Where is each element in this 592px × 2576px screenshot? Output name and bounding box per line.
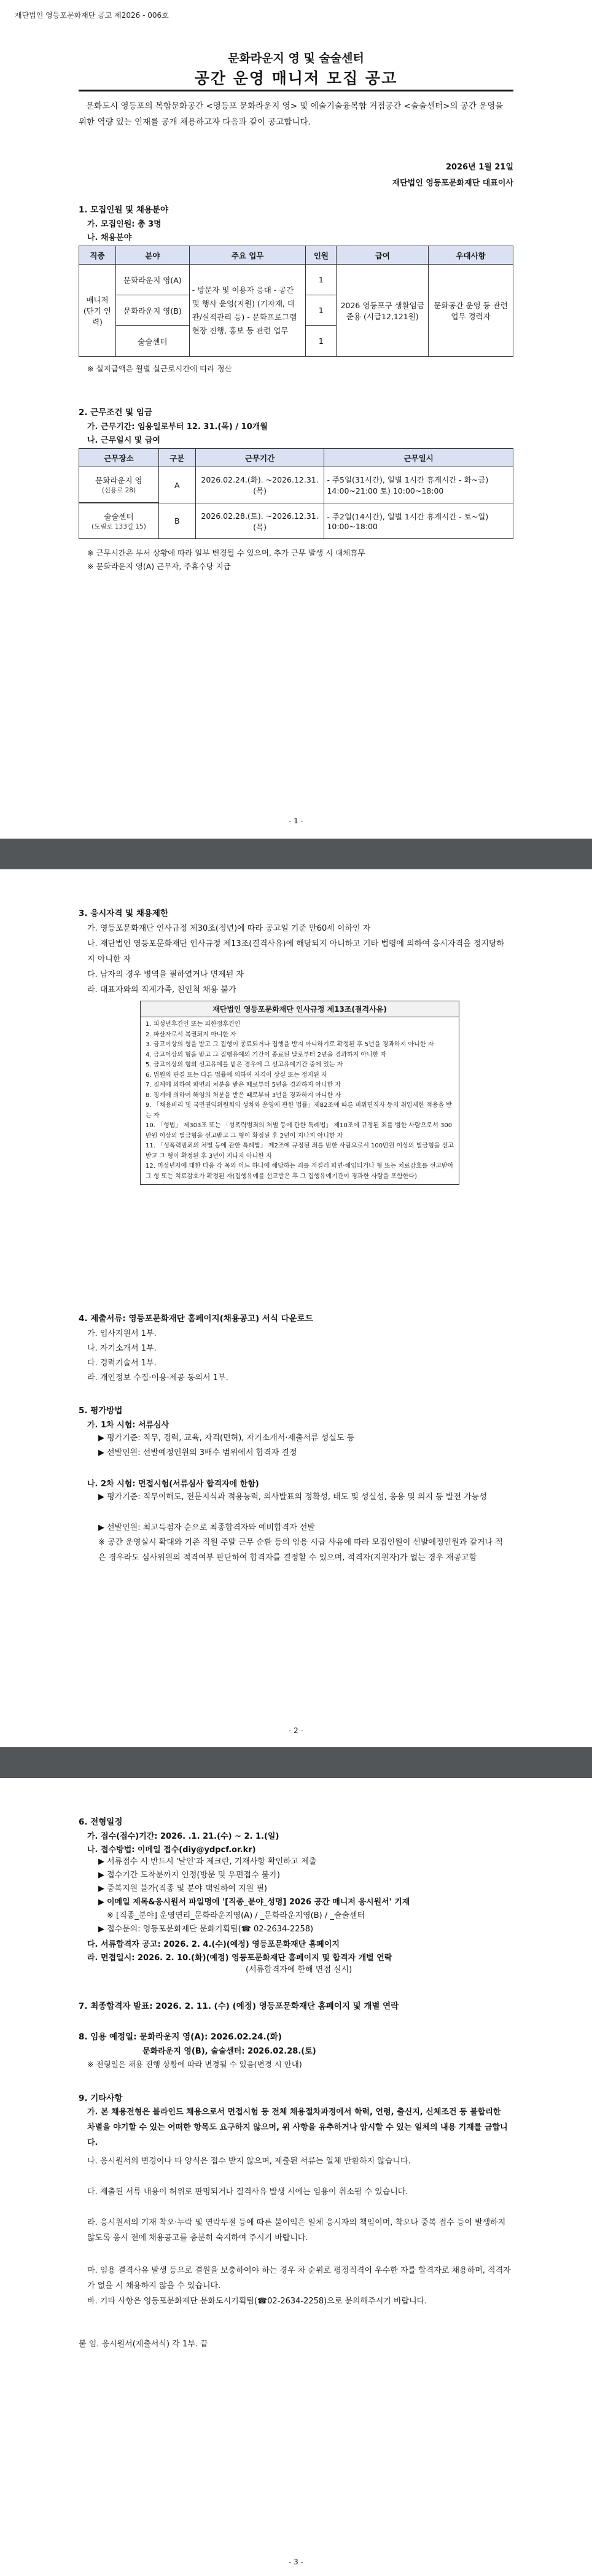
s3-c: 다. 남자의 경우 병역을 필하였거나 면제된 자	[87, 970, 244, 979]
box-item: 1. 피성년후견인 또는 피한정후견인	[146, 1021, 241, 1028]
time-b: - 주2일(14시간), 일별 1시간 휴게시간 - 토~일) 10:00~18:00	[324, 503, 513, 539]
s4-item-3: 다. 경력기술서 1부.	[87, 1359, 157, 1368]
s6-c: 다. 서류합격자 공고: 2026. 2. 4.(수)(예정) 영등포문화재단 홈페이지	[87, 1940, 340, 1949]
s5-a2: ▶ 선발인원: 선발예정인원의 3배수 범위에서 합격자 결정	[98, 1448, 297, 1457]
page-1	[0, 0, 592, 839]
th-period: 근무기간	[195, 449, 324, 467]
place-2-addr: (도림로 133길 15)	[91, 523, 146, 530]
th-job: 직종	[79, 246, 116, 265]
box-item: 2. 파산자로서 복권되지 아니한 자	[146, 1031, 236, 1038]
page-gap	[0, 1747, 592, 1778]
page-gap	[0, 839, 592, 869]
box-item: 11. 「성폭력범죄의 처벌 등에 관한 특례법」 제2조에 규정된 죄를 범한 사람으로서 100만원 이상의 벌금형을 선고받고 그 형이 확정된 후 3년이 지나지 아니한 자	[146, 1143, 454, 1160]
preference: 문화공간 운영 등 관련 업무 경력자	[429, 265, 513, 357]
th-time: 근무일시	[324, 449, 513, 467]
s5-b3: ※ 공간 운영실시 확대와 기존 직원 주말 근무 순환 등의 임용 시급 사유에 따라 모집인원이 선발예정인원과 같거나 적은 경우라도 심사위원의 적격여부 판단하여 합격자를 결정할 수 있으며, 적격자(지원자)가 없는 경우 재공고함	[98, 1538, 503, 1562]
s6-b6: ▶ 접수문의: 영등포문화재단 문화기획팀(☎ 02-2634-2258)	[98, 1925, 314, 1934]
s1-note: ※ 실지급액은 월별 실근로시간에 따라 정산	[87, 364, 232, 373]
count-c: 1	[306, 326, 337, 357]
attachment-note: 붙 임. 응시원서(제출서식) 각 1부. 끝	[79, 2340, 208, 2349]
field-a: 문화라운지 영(A)	[115, 265, 189, 295]
section-1-title: 1. 모집인원 및 채용분야	[79, 205, 168, 215]
page-number-1: - 1 -	[289, 817, 303, 825]
section-3-title: 3. 응시자격 및 채용제한	[79, 909, 168, 918]
s4-item-1: 가. 입사지원서 1부.	[87, 1329, 157, 1338]
s8-note: ※ 전형일은 채용 진행 상황에 따라 변경될 수 있음(변경 시 안내)	[87, 2060, 302, 2069]
page-number-3: - 3 -	[289, 2558, 303, 2566]
s3-a: 가. 영등포문화재단 인사규정 제30조(정년)에 따라 공고일 기준 만60세 이하인 자	[87, 924, 371, 933]
s9-f: 바. 기타 사항은 영등포문화재단 문화도시기획팀(☎02-2634-2258)으로 문의해주시기 바랍니다.	[87, 2297, 427, 2306]
box-item: 10. 「형법」 제303조 또는 「성폭력범죄의 처벌 등에 관한 특례법」 제10조에 규정된 죄를 범한 사람으로서 300만원 이상의 벌금형을 선고받고 그 형이 확정된 후 2년이 지나지 아니한 자	[146, 1122, 453, 1139]
s4-item-2: 나. 자기소개서 1부.	[87, 1344, 157, 1353]
section-5-title: 5. 평가방법	[79, 1406, 123, 1416]
count-a: 1	[306, 265, 337, 295]
field-b: 문화라운지 영(B)	[115, 295, 189, 326]
section-2b: 나. 근무일시 및 급여	[87, 436, 160, 445]
box-item: 8. 징계에 의하여 해임의 처분을 받은 때로부터 3년을 경과하지 아니한 자	[146, 1092, 341, 1099]
box-list	[141, 1017, 459, 1184]
s6-b2: ▶ 접수기간 도착분까지 인정(방문 및 우편접수 불가)	[98, 1871, 280, 1880]
title-divider	[79, 90, 513, 91]
section-1a: 가. 모집인원: 총 3명	[87, 220, 162, 229]
s6-b4: ▶ 이메일 제목&응시원서 파일명에 '[직종_분야_성명] 2026 공간 매니저 응시원서' 기재	[98, 1898, 410, 1907]
s6-b3: ▶ 중복지원 불가(직종 및 분야 택일하여 지원 필)	[98, 1884, 267, 1893]
title-line-1: 문화라운지 영 및 술술센터	[228, 52, 364, 65]
s6-a: 가. 접수(접수)기간: 2026. .1. 21.(수) ~ 2. 1.(일)	[87, 1832, 279, 1841]
place-2	[79, 503, 159, 539]
gubun-a: A	[158, 467, 195, 503]
count-b: 1	[306, 295, 337, 326]
disqualification-box	[140, 1001, 459, 1185]
section-8-title: 8. 임용 예정일: 문화라운지 영(A): 2026.02.24.(화)	[79, 2032, 282, 2042]
s6-b1: ▶ 서류접수 시 반드시 '날인'과 제크란, 기재사항 확인하고 제출	[98, 1857, 317, 1866]
s8-line2: 문화라운지 영(B), 술술센터: 2026.02.28.(토)	[142, 2047, 316, 2056]
s6-d: 라. 면접일시: 2026. 2. 10.(화)(예정) 영등포문화재단 홈페이지 및 합격자 개별 연락	[87, 1953, 392, 1963]
workplace-table	[79, 448, 513, 539]
section-6-title: 6. 전형일정	[79, 1817, 123, 1827]
section-2a: 가. 근무기간: 임용일로부터 12. 31.(목) / 10개월	[87, 422, 268, 432]
s9-e: 마. 임용 결격사유 발생 등으로 결원을 보충하여야 하는 경우 차 순위로 평정적격이 우수한 자를 합격자로 채용하며, 적격자가 없을 시 채용하지 않을 수 있습니다.	[87, 2266, 511, 2291]
th-duty: 주요 업무	[189, 246, 306, 265]
box-item: 6. 법원의 판결 또는 다른 법률에 의하여 자격이 상실 또는 정지된 자	[146, 1071, 327, 1079]
announcement-code: 재단법인 영등포문화재단 공고 제2026 - 006호	[15, 11, 169, 20]
place-1-name: 문화라운지 영	[95, 476, 142, 485]
issuer: 재단법인 영등포문화재단 대표이사	[392, 179, 513, 188]
s5-a: 가. 1차 시험: 서류심사	[87, 1421, 169, 1430]
page-2	[0, 869, 592, 1747]
s2-note-2: ※ 문화라운지 영(A) 근무자, 주휴수당 지급	[87, 562, 231, 571]
th-pay: 급여	[337, 246, 429, 265]
box-title: 재단법인 영등포문화재단 인사규정 제13조(결격사유)	[141, 1001, 459, 1017]
section-1b: 나. 채용분야	[87, 233, 132, 242]
duties: - 방문자 및 이용자 응대 - 공간 및 행사 운영(지원) (기자재, 대관/실적관리 등) - 문화프로그램 현장 진행, 홍보 등 관련 업무	[189, 265, 306, 357]
box-item: 12. 미성년자에 대한 다음 각 목의 어느 하나에 해당하는 죄를 저질러 파면·해임되거나 형 또는 치료감호를 선고받아 그 형 또는 치료감호가 확정된 자(집행유예를 선고받은 후 그 집행유예기간이 경과한 사람을 포함한다)	[146, 1163, 454, 1180]
page-title: 공간 운영 매니저 모집 공고	[194, 69, 398, 87]
section-9-title: 9. 기타사항	[79, 2093, 123, 2103]
time-a: - 주5일(31시간), 일별 1시간 휴게시간 - 화~금) 14:00~21:00 토) 10:00~18:00	[324, 467, 513, 503]
issue-date: 2026년 1월 21일	[445, 163, 513, 172]
section-2-title: 2. 근무조건 및 임금	[79, 408, 152, 417]
issue-block	[392, 160, 513, 192]
s5-a1: ▶ 평가기준: 직무, 경력, 교육, 자격(면허), 자기소개서·제출서류 성실도 등	[98, 1433, 355, 1443]
place-2-name: 술술센터	[104, 512, 134, 521]
box-item: 5. 금고이상의 형의 선고유예를 받은 경우에 그 선고유예기간 중에 있는 자	[146, 1061, 343, 1068]
th-pref: 우대사항	[429, 246, 513, 265]
box-item: 9. 「채용비리 및 국민권익위원회의 성차와 운영에 관한 법률」제82조에 따른 비위면직자 등의 취업제한 적용을 받는 자	[146, 1102, 452, 1119]
s2-note-1: ※ 근무시간은 부서 상황에 따라 일부 변경될 수 있으며, 추가 근무 발생 시 대체휴무	[87, 548, 365, 557]
s5-b: 나. 2차 시험: 면접시험(서류심사 합격자에 한함)	[87, 1480, 259, 1489]
recruitment-table	[79, 246, 513, 357]
job-type: 매니저 (단기 인력)	[79, 265, 116, 357]
s6-b: 나. 접수방법: 이메일 접수(diy@ydpcf.or.kr)	[87, 1845, 256, 1855]
s9-a: 가. 본 채용전형은 블라인드 채용으로서 면접시험 등 전체 채용절차과정에서 학력, 연령, 출신지, 신체조건 등 불합리한 차별을 야기할 수 있는 어떠한 항목도 요구하지 않으며, 위 사항을 유추하거나 암시할 수 있는 일체의 내용 기재를 금합니다.	[87, 2108, 508, 2147]
s6-d1: (서류합격자에 한해 면접 실시)	[246, 1965, 352, 1974]
s4-item-4: 라. 개인정보 수집·이용·제공 동의서 1부.	[87, 1373, 228, 1383]
s9-b: 나. 응시원서의 변경이나 타 양식은 접수 받지 않으며, 제출된 서류는 일체 반환하지 않습니다.	[87, 2157, 411, 2166]
s5-b2: ▶ 선발인원: 최고득점자 순으로 최종합격자와 예비합격자 선발	[98, 1523, 315, 1532]
section-4-title: 4. 제출서류: 영등포문화재단 홈페이지(채용공고) 서식 다운로드	[79, 1314, 313, 1324]
place-1-addr: (신용로 28)	[101, 487, 136, 494]
page-3	[0, 1778, 592, 2576]
th-count: 인원	[306, 246, 337, 265]
box-item: 3. 금고이상의 형을 받고 그 집행이 종료되거나 집행을 받지 아니하기로 확정된 후 5년을 경과하지 아니한 자	[146, 1041, 434, 1048]
section-7-title: 7. 최종합격자 발표: 2026. 2. 11. (수) (예정) 영등포문화재단 홈페이지 및 개별 연락	[79, 2001, 399, 2011]
period-b: 2026.02.28.(토). ~2026.12.31.(목)	[195, 503, 324, 539]
th-field: 분야	[115, 246, 189, 265]
page-number-2: - 2 -	[289, 1726, 303, 1735]
s6-b5: ※ [직종_분야] 운영연리_문화라운지영(A) / _문화라운지영(B) / _술술센터	[107, 1911, 365, 1920]
s5-b1: ▶ 평가기준: 직무이해도, 전문지식과 적용능력, 의사발표의 정확성, 태도 및 성실성, 응용 및 의지 등 발전 가능성	[98, 1492, 487, 1502]
s3-d: 라. 대표자와의 직계가족, 친인척 채용 불가	[87, 985, 236, 995]
gubun-b: B	[158, 503, 195, 539]
intro-paragraph: 문화도시 영등포의 복합문화공간 <영등포 문화라운지 영> 및 예술기술융복합 거점공간 <술술센터>의 공간 운영을 위한 역량 있는 인재를 공개 채용하고자 다음과 같이 공고합니다.	[79, 101, 504, 127]
box-item: 4. 금고이상의 형을 받고 그 집행유예의 기간이 종료된 날로부터 2년을 경과하지 아니한 자	[146, 1051, 387, 1058]
s9-d: 라. 응시원서의 기재 착오·누락 및 연락두절 등에 따른 불이익은 일체 응시자의 책임이며, 착오나 중복 접수 등이 발생하지 않도록 응시 전에 채용공고를 충분히 숙지하여 주시기 바랍니다.	[87, 2218, 506, 2243]
s3-b: 나. 재단법인 영등포문화재단 인사규정 제13조(결격사유)에 해당되지 아니하고 기타 법령에 의하여 응시자격을 정지당하지 아니한 자	[87, 939, 505, 964]
field-c: 술술센터	[115, 326, 189, 357]
pay: 2026 영등포구 생활임금 준용 (시급12,121원)	[337, 265, 429, 357]
place-1	[79, 467, 159, 503]
box-item: 7. 징계에 의하여 파면의 처분을 받은 때로부터 5년을 경과하지 아니한 자	[146, 1082, 341, 1088]
period-a: 2026.02.24.(화). ~2026.12.31.(목)	[195, 467, 324, 503]
s9-c: 다. 제출된 서류 내용이 허위로 판명되거나 결격사유 발생 시에는 임용이 취소될 수 있습니다.	[87, 2187, 408, 2197]
th-place: 근무장소	[79, 449, 159, 467]
th-gubun: 구분	[158, 449, 195, 467]
